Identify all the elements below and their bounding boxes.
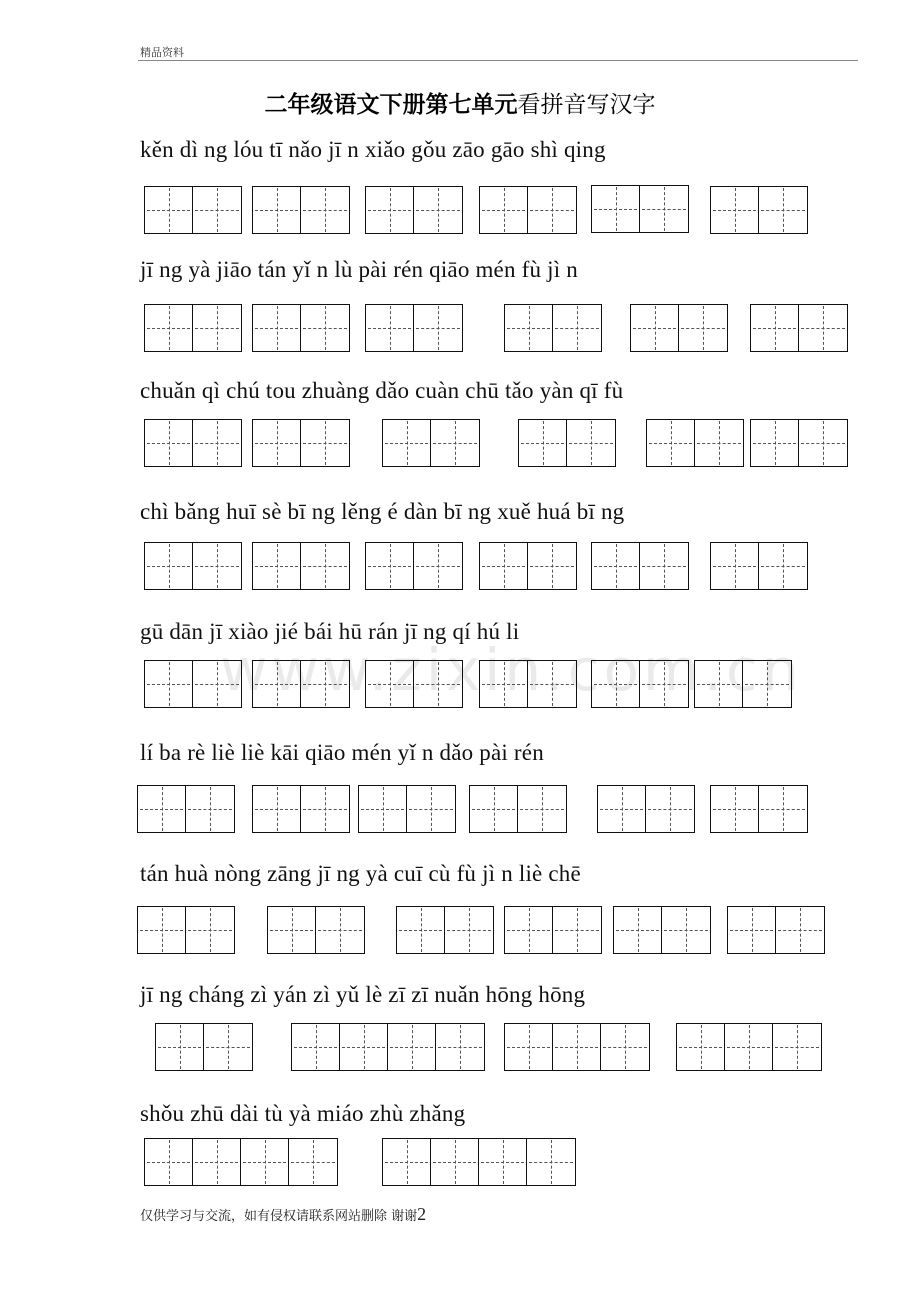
tianzige-cell[interactable] <box>138 785 186 833</box>
tianzige-cell[interactable] <box>253 419 301 467</box>
tianzige-cell[interactable] <box>431 1138 479 1186</box>
writing-box-group[interactable] <box>469 785 567 833</box>
tianzige-cell[interactable] <box>186 906 234 954</box>
tianzige-cell[interactable] <box>711 186 759 234</box>
tianzige-cell[interactable] <box>253 304 301 352</box>
tianzige-cell[interactable] <box>292 1023 340 1071</box>
tianzige-cell[interactable] <box>253 186 301 234</box>
tianzige-cell[interactable] <box>631 304 679 352</box>
pinyin-row: chuǎn qì chú tou zhuàng dǎo cuàn chū tǎo yàn qī fù <box>140 378 624 403</box>
title-bold-part: 二年级语文下册第七单元 <box>264 92 518 118</box>
tianzige-cell[interactable] <box>301 542 349 590</box>
writing-box-group[interactable] <box>144 304 242 352</box>
tianzige-cell[interactable] <box>527 1138 575 1186</box>
tianzige-cell[interactable] <box>662 906 710 954</box>
writing-box-group[interactable] <box>710 186 808 234</box>
tianzige-cell[interactable] <box>340 1023 388 1071</box>
tianzige-cell[interactable] <box>751 419 799 467</box>
tianzige-cell[interactable] <box>383 419 431 467</box>
tianzige-cell[interactable] <box>711 542 759 590</box>
writing-box-group[interactable] <box>252 304 350 352</box>
tianzige-cell[interactable] <box>366 542 414 590</box>
pinyin-row: kěn dì ng lóu tī nǎo jī n xiǎo gǒu zāo gāo shì qing <box>140 137 606 162</box>
writing-box-group[interactable] <box>504 304 602 352</box>
writing-box-group[interactable] <box>750 304 848 352</box>
tianzige-cell[interactable] <box>679 304 727 352</box>
tianzige-cell[interactable] <box>301 186 349 234</box>
writing-box-group[interactable] <box>591 660 689 708</box>
header-label: 精品资料 <box>140 46 184 59</box>
tianzige-cell[interactable] <box>301 419 349 467</box>
writing-box-group[interactable] <box>137 785 235 833</box>
tianzige-cell[interactable] <box>695 660 743 708</box>
writing-box-group[interactable] <box>591 542 689 590</box>
writing-box-group[interactable] <box>252 785 350 833</box>
tianzige-cell[interactable] <box>193 186 241 234</box>
tianzige-cell[interactable] <box>519 419 567 467</box>
tianzige-cell[interactable] <box>193 542 241 590</box>
tianzige-cell[interactable] <box>145 660 193 708</box>
writing-box-group[interactable] <box>694 660 792 708</box>
tianzige-cell[interactable] <box>138 906 186 954</box>
writing-box-group[interactable] <box>646 419 744 467</box>
writing-box-group[interactable] <box>630 304 728 352</box>
writing-box-group[interactable] <box>676 1023 822 1071</box>
tianzige-cell[interactable] <box>773 1023 821 1071</box>
tianzige-cell[interactable] <box>505 1023 553 1071</box>
tianzige-cell[interactable] <box>193 304 241 352</box>
tianzige-cell[interactable] <box>480 660 528 708</box>
tianzige-cell[interactable] <box>268 906 316 954</box>
tianzige-cell[interactable] <box>528 186 576 234</box>
pinyin-row: jī ng yà jiāo tán yǐ n lù pài rén qiāo mén fù jì n <box>140 257 578 282</box>
tianzige-cell[interactable] <box>301 785 349 833</box>
writing-box-group[interactable] <box>504 1023 650 1071</box>
footer-disclaimer: 仅供学习与交流，如有侵权请联系网站删除 谢谢 <box>140 1209 418 1224</box>
writing-box-group[interactable] <box>504 906 602 954</box>
tianzige-cell[interactable] <box>528 542 576 590</box>
title-light-part: 看拼音写汉字 <box>517 92 656 118</box>
page-title <box>0 86 920 119</box>
pinyin-row: tán huà nòng zāng jī ng yà cuī cù fù jì n liè chē <box>140 861 581 886</box>
tianzige-cell[interactable] <box>505 906 553 954</box>
tianzige-cell[interactable] <box>359 785 407 833</box>
tianzige-cell[interactable] <box>470 785 518 833</box>
tianzige-cell[interactable] <box>751 304 799 352</box>
tianzige-cell[interactable] <box>799 419 847 467</box>
tianzige-cell[interactable] <box>316 906 364 954</box>
writing-box-group[interactable] <box>396 906 494 954</box>
tianzige-cell[interactable] <box>156 1023 204 1071</box>
writing-box-group[interactable] <box>597 785 695 833</box>
tianzige-cell[interactable] <box>480 542 528 590</box>
writing-box-group[interactable] <box>155 1023 253 1071</box>
tianzige-cell[interactable] <box>528 660 576 708</box>
tianzige-cell[interactable] <box>614 906 662 954</box>
tianzige-cell[interactable] <box>145 304 193 352</box>
pinyin-row: jī ng cháng zì yán zì yǔ lè zī zī nuǎn hōng hōng <box>140 982 586 1007</box>
tianzige-cell[interactable] <box>241 1138 289 1186</box>
tianzige-cell[interactable] <box>397 906 445 954</box>
writing-box-group[interactable] <box>479 186 577 234</box>
tianzige-cell[interactable] <box>553 906 601 954</box>
tianzige-cell[interactable] <box>366 660 414 708</box>
tianzige-cell[interactable] <box>695 419 743 467</box>
pinyin-row: gū dān jī xiào jié bái hū rán jī ng qí hú li <box>140 619 520 644</box>
tianzige-cell[interactable] <box>567 419 615 467</box>
writing-box-group[interactable] <box>710 542 808 590</box>
tianzige-cell[interactable] <box>646 785 694 833</box>
page-number: 2 <box>417 1204 427 1224</box>
writing-box-group[interactable] <box>137 906 235 954</box>
tianzige-cell[interactable] <box>743 660 791 708</box>
watermark: www.zixin.com.cn <box>220 636 803 704</box>
tianzige-cell[interactable] <box>759 542 807 590</box>
tianzige-cell[interactable] <box>799 304 847 352</box>
tianzige-cell[interactable] <box>193 419 241 467</box>
writing-box-group[interactable] <box>382 1138 576 1186</box>
writing-box-group[interactable] <box>727 906 825 954</box>
tianzige-cell[interactable] <box>253 660 301 708</box>
tianzige-cell[interactable] <box>145 1138 193 1186</box>
tianzige-cell[interactable] <box>553 1023 601 1071</box>
tianzige-cell[interactable] <box>759 785 807 833</box>
writing-box-group[interactable] <box>710 785 808 833</box>
tianzige-cell[interactable] <box>366 186 414 234</box>
tianzige-cell[interactable] <box>592 542 640 590</box>
tianzige-cell[interactable] <box>414 304 462 352</box>
tianzige-cell[interactable] <box>505 304 553 352</box>
tianzige-cell[interactable] <box>728 906 776 954</box>
writing-box-group[interactable] <box>382 419 480 467</box>
writing-box-group[interactable] <box>144 542 242 590</box>
tianzige-cell[interactable] <box>186 785 234 833</box>
tianzige-cell[interactable] <box>204 1023 252 1071</box>
tianzige-cell[interactable] <box>301 304 349 352</box>
writing-box-group[interactable] <box>144 660 242 708</box>
tianzige-cell[interactable] <box>145 419 193 467</box>
tianzige-cell[interactable] <box>436 1023 484 1071</box>
tianzige-cell[interactable] <box>592 660 640 708</box>
tianzige-cell[interactable] <box>253 542 301 590</box>
tianzige-cell[interactable] <box>640 660 688 708</box>
pinyin-row: chì bǎng huī sè bī ng lěng é dàn bī ng xuě huá bī ng <box>140 499 625 524</box>
writing-box-group[interactable] <box>613 906 711 954</box>
tianzige-cell[interactable] <box>414 542 462 590</box>
tianzige-cell[interactable] <box>598 785 646 833</box>
tianzige-cell[interactable] <box>601 1023 649 1071</box>
tianzige-cell[interactable] <box>383 1138 431 1186</box>
writing-box-group[interactable] <box>365 660 463 708</box>
tianzige-cell[interactable] <box>776 906 824 954</box>
tianzige-cell[interactable] <box>640 542 688 590</box>
tianzige-cell[interactable] <box>518 785 566 833</box>
writing-box-group[interactable] <box>144 1138 338 1186</box>
writing-box-group[interactable] <box>365 186 463 234</box>
tianzige-cell[interactable] <box>414 660 462 708</box>
tianzige-cell[interactable] <box>253 785 301 833</box>
tianzige-cell[interactable] <box>479 1138 527 1186</box>
writing-box-group[interactable] <box>358 785 456 833</box>
tianzige-cell[interactable] <box>289 1138 337 1186</box>
tianzige-cell[interactable] <box>480 186 528 234</box>
tianzige-cell[interactable] <box>677 1023 725 1071</box>
footer-text <box>140 1204 426 1225</box>
tianzige-cell[interactable] <box>445 906 493 954</box>
tianzige-cell[interactable] <box>759 186 807 234</box>
writing-box-group[interactable] <box>365 304 463 352</box>
tianzige-cell[interactable] <box>407 785 455 833</box>
tianzige-cell[interactable] <box>647 419 695 467</box>
pinyin-row: lí ba rè liè liè kāi qiāo mén yǐ n dǎo pài rén <box>140 740 544 765</box>
tianzige-cell[interactable] <box>592 185 640 233</box>
writing-box-group[interactable] <box>252 660 350 708</box>
writing-box-group[interactable] <box>144 419 242 467</box>
tianzige-cell[interactable] <box>431 419 479 467</box>
pinyin-row: shǒu zhū dài tù yà miáo zhù zhǎng <box>140 1101 466 1126</box>
header-divider <box>138 60 858 61</box>
writing-box-group[interactable] <box>591 185 689 233</box>
writing-box-group[interactable] <box>144 186 242 234</box>
writing-box-group[interactable] <box>291 1023 485 1071</box>
tianzige-cell[interactable] <box>640 185 688 233</box>
writing-box-group[interactable] <box>479 542 577 590</box>
writing-box-group[interactable] <box>252 542 350 590</box>
tianzige-cell[interactable] <box>388 1023 436 1071</box>
tianzige-cell[interactable] <box>711 785 759 833</box>
tianzige-cell[interactable] <box>145 542 193 590</box>
writing-box-group[interactable] <box>518 419 616 467</box>
tianzige-cell[interactable] <box>414 186 462 234</box>
writing-box-group[interactable] <box>267 906 365 954</box>
tianzige-cell[interactable] <box>145 186 193 234</box>
tianzige-cell[interactable] <box>301 660 349 708</box>
writing-box-group[interactable] <box>479 660 577 708</box>
writing-box-group[interactable] <box>365 542 463 590</box>
tianzige-cell[interactable] <box>193 1138 241 1186</box>
tianzige-cell[interactable] <box>366 304 414 352</box>
tianzige-cell[interactable] <box>553 304 601 352</box>
tianzige-cell[interactable] <box>193 660 241 708</box>
writing-box-group[interactable] <box>252 419 350 467</box>
tianzige-cell[interactable] <box>725 1023 773 1071</box>
writing-box-group[interactable] <box>750 419 848 467</box>
writing-box-group[interactable] <box>252 186 350 234</box>
